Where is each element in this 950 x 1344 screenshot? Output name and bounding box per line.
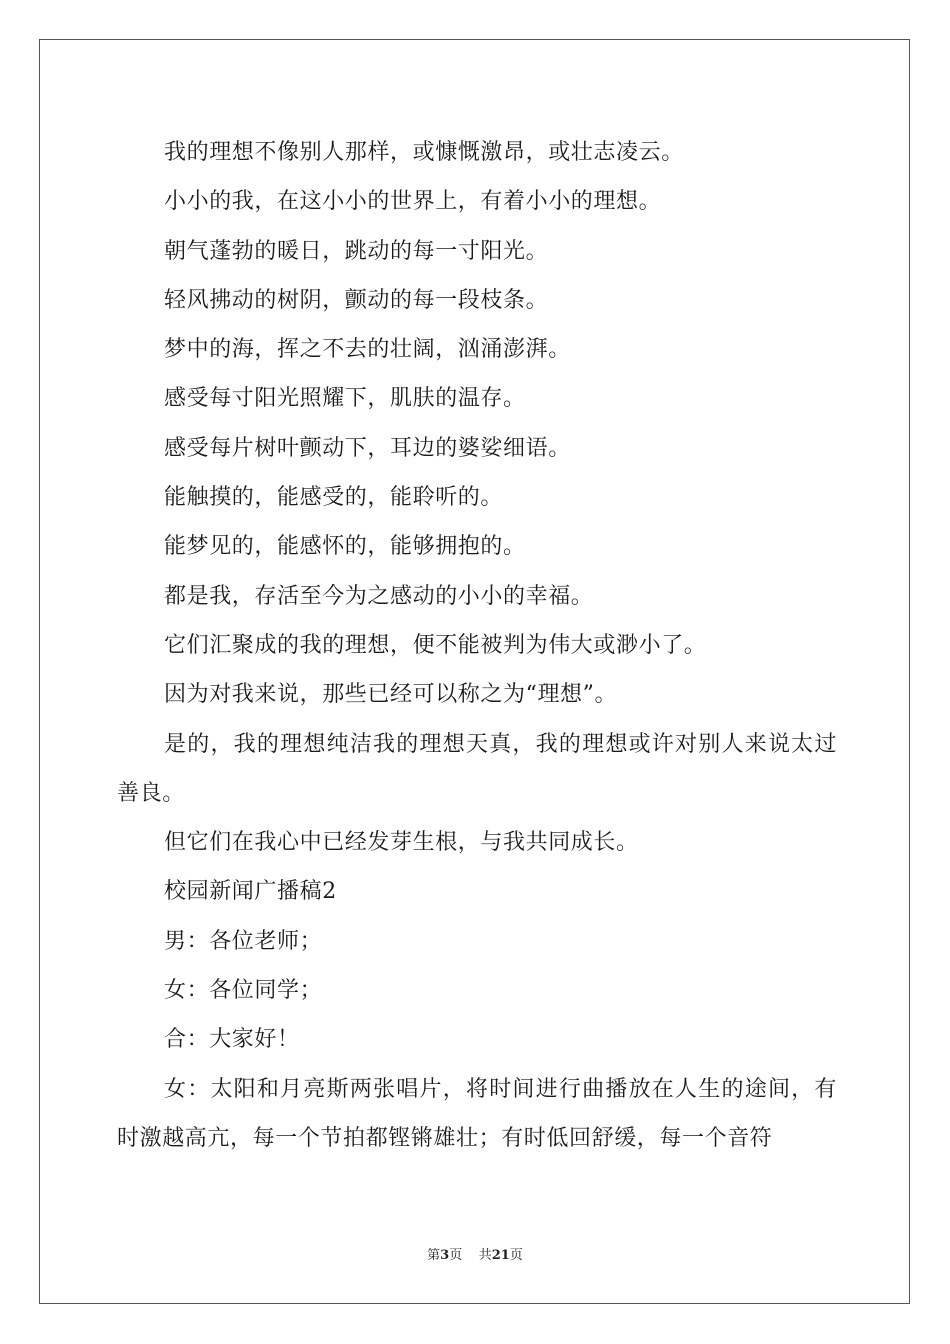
paragraph: 女：太阳和月亮斯两张唱片，将时间进行曲播放在人生的途间，有时激越高亢，每一个节拍都铿锵雄壮；有时低回舒缓，每一个音符 (117, 1076, 837, 1151)
paragraph: 感受每寸阳光照耀下，肌肤的温存。 (164, 386, 526, 412)
footer-middle: 页 共 (449, 1248, 492, 1263)
paragraph: 都是我，存活至今为之感动的小小的幸福。 (164, 583, 594, 609)
paragraph: 但它们在我心中已经发芽生根，与我共同成长。 (164, 830, 639, 856)
paragraph: 轻风拂动的树阴，颤动的每一段枝条。 (164, 287, 549, 313)
paragraph: 小小的我，在这小小的世界上，有着小小的理想。 (164, 189, 662, 215)
paragraph: 它们汇聚成的我的理想，便不能被判为伟大或渺小了。 (164, 632, 707, 658)
footer-suffix: 页 (509, 1248, 523, 1263)
total-page-count: 21 (491, 1248, 510, 1263)
paragraph: 我的理想不像别人那样，或慷慨激昂，或壮志凌云。 (164, 140, 684, 165)
paragraph: 合：大家好！ (164, 1027, 300, 1053)
paragraph: 女：各位同学； (164, 978, 323, 1004)
paragraph: 朝气蓬勃的暖日，跳动的每一寸阳光。 (164, 238, 549, 264)
paragraph: 梦中的海，挥之不去的壮阔，汹涌澎湃。 (164, 337, 571, 363)
paragraph: 能梦见的，能感怀的，能够拥抱的。 (164, 534, 526, 560)
paragraph: 男：各位老师； (164, 928, 323, 954)
page-footer (0, 1244, 950, 1263)
section-heading: 校园新闻广播稿2 (164, 879, 337, 905)
paragraph: 是的，我的理想纯洁我的理想天真，我的理想或许对别人来说太过善良。 (117, 731, 837, 806)
paragraph: 能触摸的，能感受的，能聆听的。 (164, 485, 504, 511)
current-page-number: 3 (440, 1248, 450, 1263)
footer-prefix: 第 (427, 1248, 441, 1263)
paragraph: 因为对我来说，那些已经可以称之为“理想”。 (164, 682, 618, 708)
paragraph: 感受每片树叶颤动下，耳边的婆娑细语。 (164, 435, 571, 461)
document-body (117, 128, 837, 1163)
